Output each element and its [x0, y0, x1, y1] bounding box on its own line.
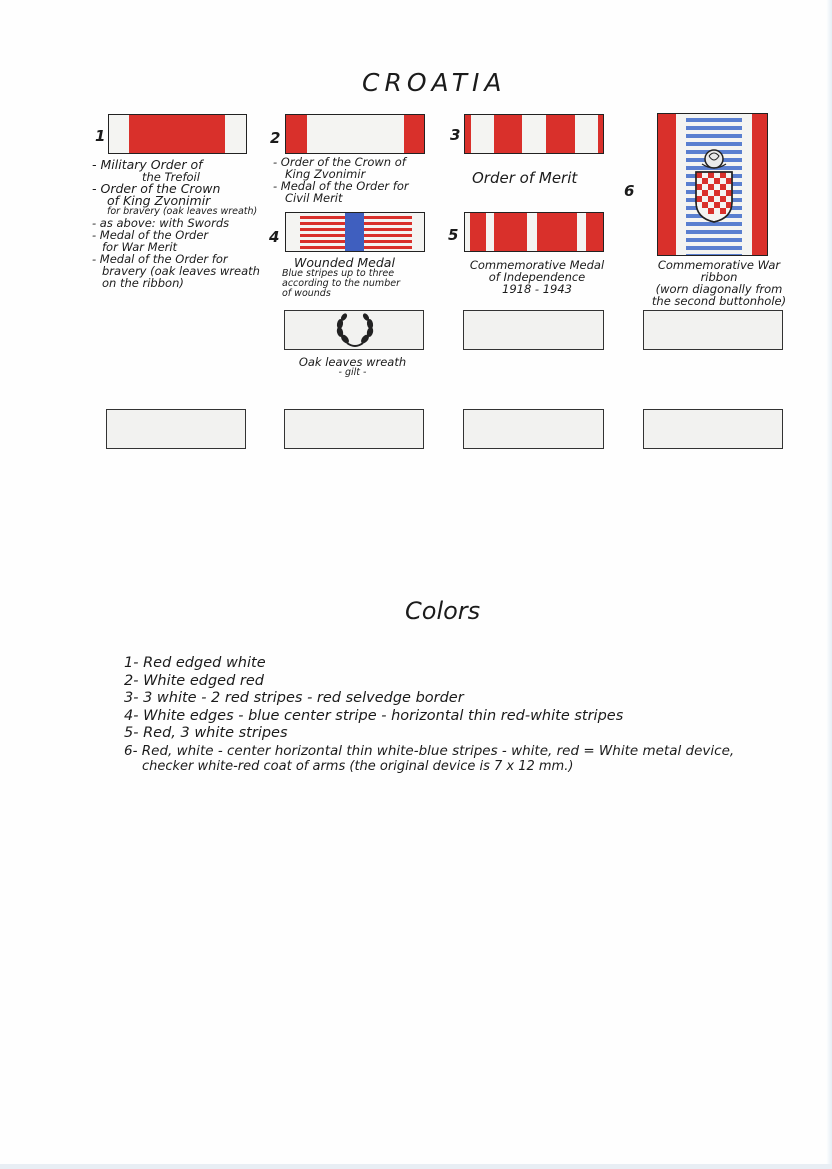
- color-item: 1- Red edged white: [124, 655, 266, 671]
- page-edge: [826, 0, 832, 1169]
- ribbon-5-independence: [464, 212, 604, 252]
- ribbon-4-caption: [282, 257, 400, 299]
- caption-line: (worn diagonally from: [655, 282, 783, 296]
- caption-line: - Medal of the Order for: [92, 252, 228, 266]
- caption-line: of Independence: [488, 270, 586, 284]
- caption-line: Blue stripes up to three: [282, 268, 395, 279]
- oak-leaves-wreath-icon: [333, 313, 377, 349]
- colors-title: Colors: [405, 597, 481, 625]
- empty-box: [284, 409, 424, 449]
- caption-line: Commemorative War: [657, 258, 781, 272]
- ribbon-number-5: 5: [448, 226, 459, 244]
- page-edge: [0, 1164, 832, 1169]
- ribbon-2-crown: [285, 114, 425, 154]
- wreath-caption: [290, 356, 415, 378]
- caption-line: of King Zvonimir: [107, 193, 211, 208]
- empty-box: [643, 310, 783, 350]
- caption-line: bravery (oak leaves wreath: [102, 264, 260, 278]
- color-item: checker white-red coat of arms (the original device is 7 x 12 mm.): [142, 759, 574, 774]
- caption-line: Wounded Medal: [294, 255, 395, 270]
- caption-line: Commemorative Medal: [469, 258, 605, 272]
- empty-box: [463, 409, 604, 449]
- caption-line: - Order of the Crown of: [273, 155, 406, 169]
- color-item: 2- White edged red: [124, 672, 264, 689]
- ribbon-number-4: 4: [269, 228, 280, 246]
- color-item: 4- White edges - blue center stripe - horizontal thin red-white stripes: [124, 707, 624, 724]
- caption-line: - Order of the Crown: [92, 181, 221, 196]
- ribbon-3-caption: Order of Merit: [472, 169, 578, 187]
- ribbon-number-3: 3: [450, 126, 461, 144]
- empty-box: [643, 409, 783, 449]
- caption-line: ribbon: [700, 270, 738, 284]
- ribbon-3-merit: [464, 114, 604, 154]
- ribbon-6-caption: [640, 259, 798, 307]
- caption-line: - as above: with Swords: [92, 216, 230, 230]
- color-item: 6- Red, white - center horizontal thin white-blue stripes - white, red = White metal device,: [124, 742, 735, 759]
- caption-line: - Medal of the Order: [92, 228, 209, 242]
- ribbon-1-trefoil: [108, 114, 247, 154]
- ribbon-6-war: [657, 113, 768, 256]
- ribbon-1-caption: [92, 159, 260, 289]
- ribbon-5-caption: [462, 259, 612, 295]
- coat-of-arms-icon: [688, 146, 740, 224]
- ribbon-2-caption: [273, 156, 409, 204]
- wreath-device-box: [284, 310, 424, 350]
- caption-line: Civil Merit: [285, 191, 343, 205]
- ribbon-number-6: 6: [624, 182, 635, 200]
- empty-box: [106, 409, 246, 449]
- caption-line: - Medal of the Order for: [273, 179, 409, 193]
- caption-line: Oak leaves wreath: [298, 355, 407, 369]
- caption-line: King Zvonimir: [285, 167, 366, 181]
- caption-line: for bravery (oak leaves wreath): [107, 206, 258, 217]
- caption-line: the Trefoil: [142, 170, 200, 184]
- caption-line: for War Merit: [102, 240, 178, 254]
- color-item: 5- Red, 3 white stripes: [124, 725, 288, 741]
- caption-line: on the ribbon): [102, 276, 184, 290]
- caption-line: - gilt -: [338, 367, 367, 378]
- empty-box: [463, 310, 604, 350]
- ribbon-number-2: 2: [270, 129, 281, 147]
- color-item: 3- 3 white - 2 red stripes - red selvedge border: [124, 690, 464, 706]
- caption-line: the second buttonhole): [651, 294, 787, 308]
- caption-line: 1918 - 1943: [502, 282, 572, 296]
- ribbon-number-1: 1: [95, 127, 106, 145]
- caption-line: of wounds: [282, 288, 331, 299]
- ribbon-4-wounded: [285, 212, 425, 252]
- page-title: CROATIA: [362, 68, 507, 97]
- colors-list: [124, 655, 734, 773]
- caption-line: - Military Order of: [92, 157, 203, 172]
- caption-line: according to the number: [282, 278, 400, 289]
